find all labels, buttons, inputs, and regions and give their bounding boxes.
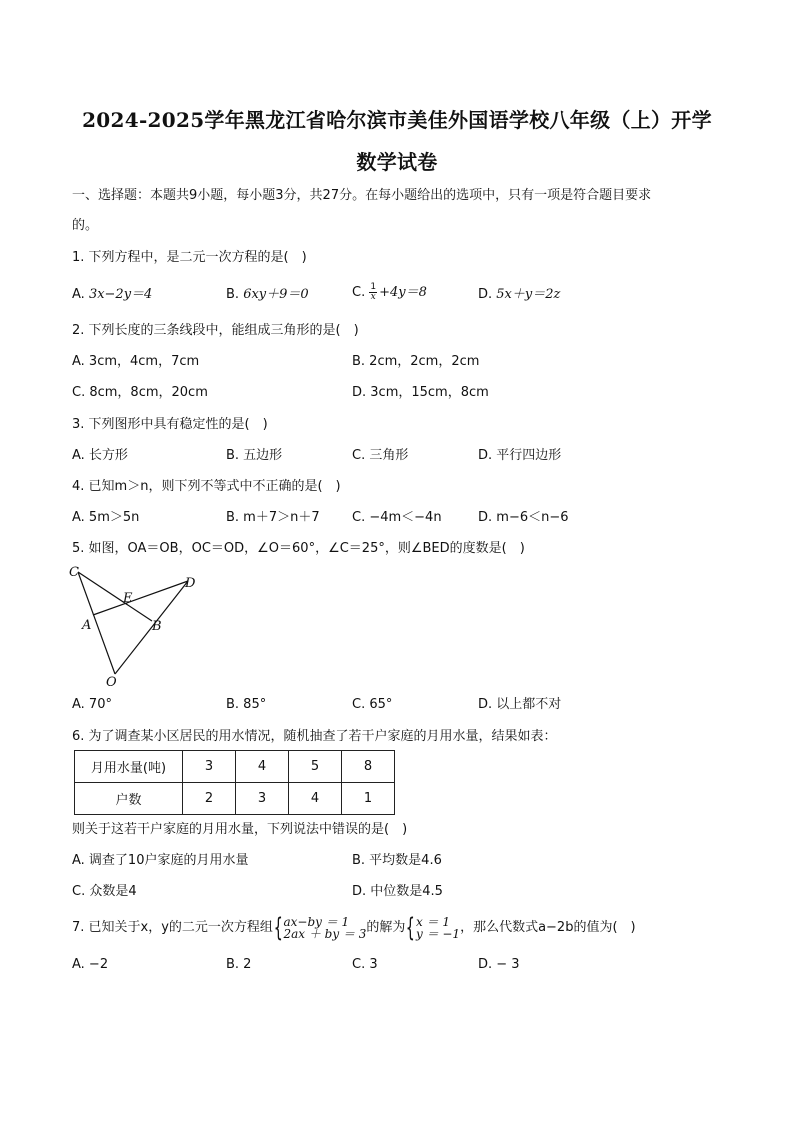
q5-stem: 5. 如图，OA＝OB，OC＝OD，∠O＝60°，∠C＝25°，则∠BED的度数是( )	[72, 541, 525, 556]
equation-system: ax−by ＝ 1 2ax ＋ by ＝ 3	[283, 914, 367, 941]
q1-stem: 1. 下列方程中，是二元一次方程的是( )	[72, 250, 307, 265]
q5-option-d: D. 以上都不对	[478, 697, 562, 712]
point-label-e: E	[123, 591, 133, 606]
q3-stem: 3. 下列图形中具有稳定性的是( )	[72, 417, 268, 432]
q2-option-b: B. 2cm，2cm，2cm	[352, 354, 480, 369]
table-cell: 3	[183, 751, 236, 783]
q2-option-d: D. 3cm，15cm，8cm	[352, 385, 489, 400]
table-cell: 5	[289, 751, 342, 783]
water-usage-table	[74, 750, 395, 815]
q6-option-c: C. 众数是4	[72, 884, 137, 899]
point-label-a: A	[82, 618, 92, 633]
q6-option-d: D. 中位数是4.5	[352, 884, 443, 899]
q7-option-a: A. −2	[72, 957, 109, 972]
table-header-cell: 月用水量(吨)	[75, 751, 183, 783]
solution-system: x ＝ 1 y ＝ −1	[415, 914, 461, 941]
q6-option-b: B. 平均数是4.6	[352, 853, 442, 868]
q1-option-b: B. 6xy＋9＝0	[226, 287, 309, 302]
section-instruction-2: 的。	[72, 218, 99, 233]
q7-option-d: D. − 3	[478, 957, 520, 972]
table-cell: 3	[236, 783, 289, 815]
q7-stem: 7. 已知关于x，y的二元一次方程组{ ax−by ＝ 1 2ax ＋ by ＝ 3 的解为{ x ＝ 1 y ＝ −1 ，那么代数式a−2b的值为( )	[72, 912, 636, 943]
table-row	[75, 783, 395, 815]
q3-option-b: B. 五边形	[226, 448, 283, 463]
q6-stem: 6. 为了调查某小区居民的用水情况，随机抽查了若干户家庭的月用水量，结果如表：	[72, 729, 557, 744]
q4-stem: 4. 已知m＞n，则下列不等式中不正确的是( )	[72, 479, 341, 494]
q3-option-c: C. 三角形	[352, 448, 409, 463]
q4-option-b: B. m＋7＞n＋7	[226, 510, 320, 525]
point-label-o: O	[106, 675, 117, 690]
q2-stem: 2. 下列长度的三条线段中，能组成三角形的是( )	[72, 323, 359, 338]
q1-option-a: A. 3x−2y＝4	[72, 287, 153, 302]
section-instruction-1: 一、选择题：本题共9小题，每小题3分，共27分。在每小题给出的选项中，只有一项是符合题目要求	[72, 188, 652, 203]
title-line-2: 数学试卷	[356, 150, 438, 174]
point-label-c: C	[69, 565, 79, 580]
q7-option-c: C. 3	[352, 957, 378, 972]
q4-option-c: C. −4m＜−4n	[352, 510, 442, 525]
q1-option-c: C. $\frac{1}{x}$ +4y＝8	[352, 282, 427, 302]
table-cell: 8	[342, 751, 395, 783]
table-row	[75, 751, 395, 783]
q7-option-b: B. 2	[226, 957, 252, 972]
table-cell: 4	[236, 751, 289, 783]
title-line-1: 2024-2025学年黑龙江省哈尔滨市美佳外国语学校八年级（上）开学	[82, 108, 712, 132]
table-cell: 1	[342, 783, 395, 815]
q2-option-a: A. 3cm，4cm，7cm	[72, 354, 200, 369]
q6-option-a: A. 调查了10户家庭的月用水量	[72, 853, 249, 868]
q4-option-d: D. m−6＜n−6	[478, 510, 569, 525]
table-header-cell: 户数	[75, 783, 183, 815]
q3-option-d: D. 平行四边形	[478, 448, 562, 463]
table-cell: 4	[289, 783, 342, 815]
point-label-d: D	[185, 576, 196, 591]
q5-option-b: B. 85°	[226, 697, 267, 712]
q1-option-d: D. 5x＋y＝2z	[478, 287, 561, 302]
q5-option-a: A. 70°	[72, 697, 112, 712]
q2-option-c: C. 8cm，8cm，20cm	[72, 385, 208, 400]
q5-geometry-figure	[66, 562, 206, 690]
table-cell: 2	[183, 783, 236, 815]
point-label-b: B	[152, 619, 162, 634]
fraction: $\frac{1}{x}$	[370, 282, 377, 302]
q3-option-a: A. 长方形	[72, 448, 128, 463]
q5-option-c: C. 65°	[352, 697, 393, 712]
q6-stem-2: 则关于这若干户家庭的月用水量，下列说法中错误的是( )	[72, 822, 408, 837]
q4-option-a: A. 5m＞5n	[72, 510, 140, 525]
